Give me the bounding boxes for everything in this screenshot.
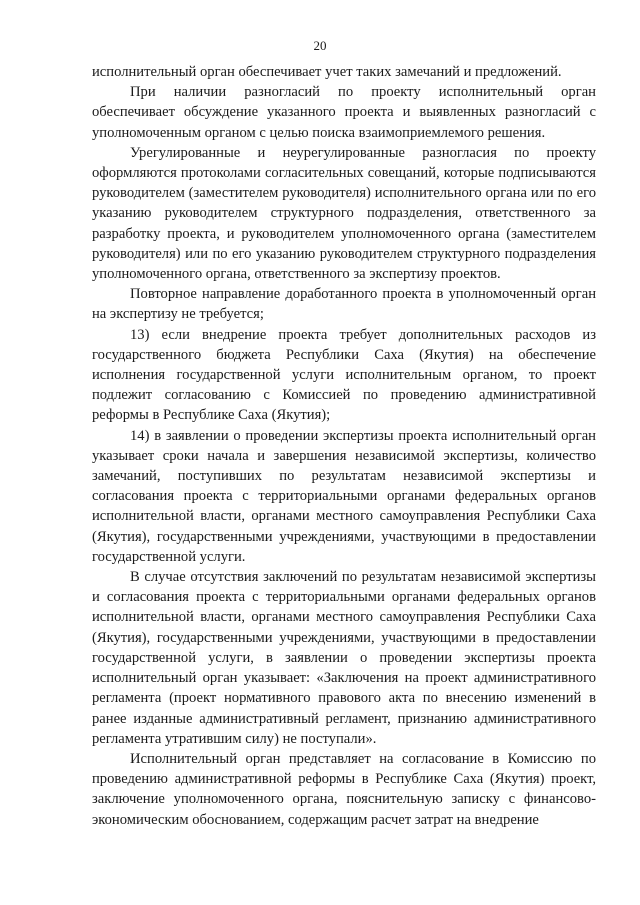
paragraph-continuation: исполнительный орган обеспечивает учет таких замечаний и предложений.	[92, 64, 562, 80]
paragraph-item-14: 14) в заявлении о проведении экспертизы проекта исполнительный орган указывает сроки начала и завершения независимой экспертизы, количество замечаний, поступивших по результатам независимой экспертизы и согласования проекта с территориальными органами федеральных органов исполнительной власти, органами местного самоуправления Республики Саха (Якутия), государственными учреждениями, участвующими в предоставлении государственной услуги.	[92, 427, 596, 565]
paragraph-repeat-submission: Повторное направление доработанного проекта в уполномоченный орган на экспертизу не требуется;	[92, 286, 596, 323]
page-number: 20	[313, 38, 327, 53]
paragraph-no-conclusions: В случае отсутствия заключений по результатам независимой экспертизы и согласования проекта с территориальными органами федеральных органов исполнительной власти, органами местного самоуправления Республики Саха (Якутия), государственными учреждениями, участвующими в предоставлении государственной услуги, в заявлении о проведении экспертизы проекта исполнительный орган указывает: «Заключения на проект административного регламента (проект нормативного правового акта по внесению изменений в ранее изданные административный регламент, признанию административного регламента утратившим силу) не поступали».	[92, 569, 596, 747]
paragraph-protocols: Урегулированные и неурегулированные разногласия по проекту оформляются протоколами согласительных совещаний, которые подписываются руководителем (заместителем руководителя) исполнительного органа или по его указанию руководителем структурного подразделения, ответственного за разработку проекта, и руководителем уполномоченного органа (заместителем руководителя) или по его указанию руководителем структурного подразделения уполномоченного органа, ответственного за экспертизу проектов.	[92, 144, 596, 283]
paragraph-disagreements: При наличии разногласий по проекту исполнительный орган обеспечивает обсуждение указанного проекта и выявленных разногласий с уполномоченным органом с целью поиска взаимоприемлемого решения.	[92, 84, 596, 141]
paragraph-item-13: 13) если внедрение проекта требует дополнительных расходов из государственного бюджета Республики Саха (Якутия) на обеспечение исполнения государственной услуги исполнительным органом, то проект подлежит согласованию с Комиссией по проведению административной реформы в Республике Саха (Якутия);	[92, 326, 596, 424]
document-body	[92, 62, 596, 830]
paragraph-commission-submission: Исполнительный орган представляет на согласование в Комиссию по проведению административной реформы в Республике Саха (Якутия) проект, заключение уполномоченного органа, пояснительную записку с финансово-экономическим обоснованием, содержащим расчет затрат на внедрение	[92, 750, 596, 828]
